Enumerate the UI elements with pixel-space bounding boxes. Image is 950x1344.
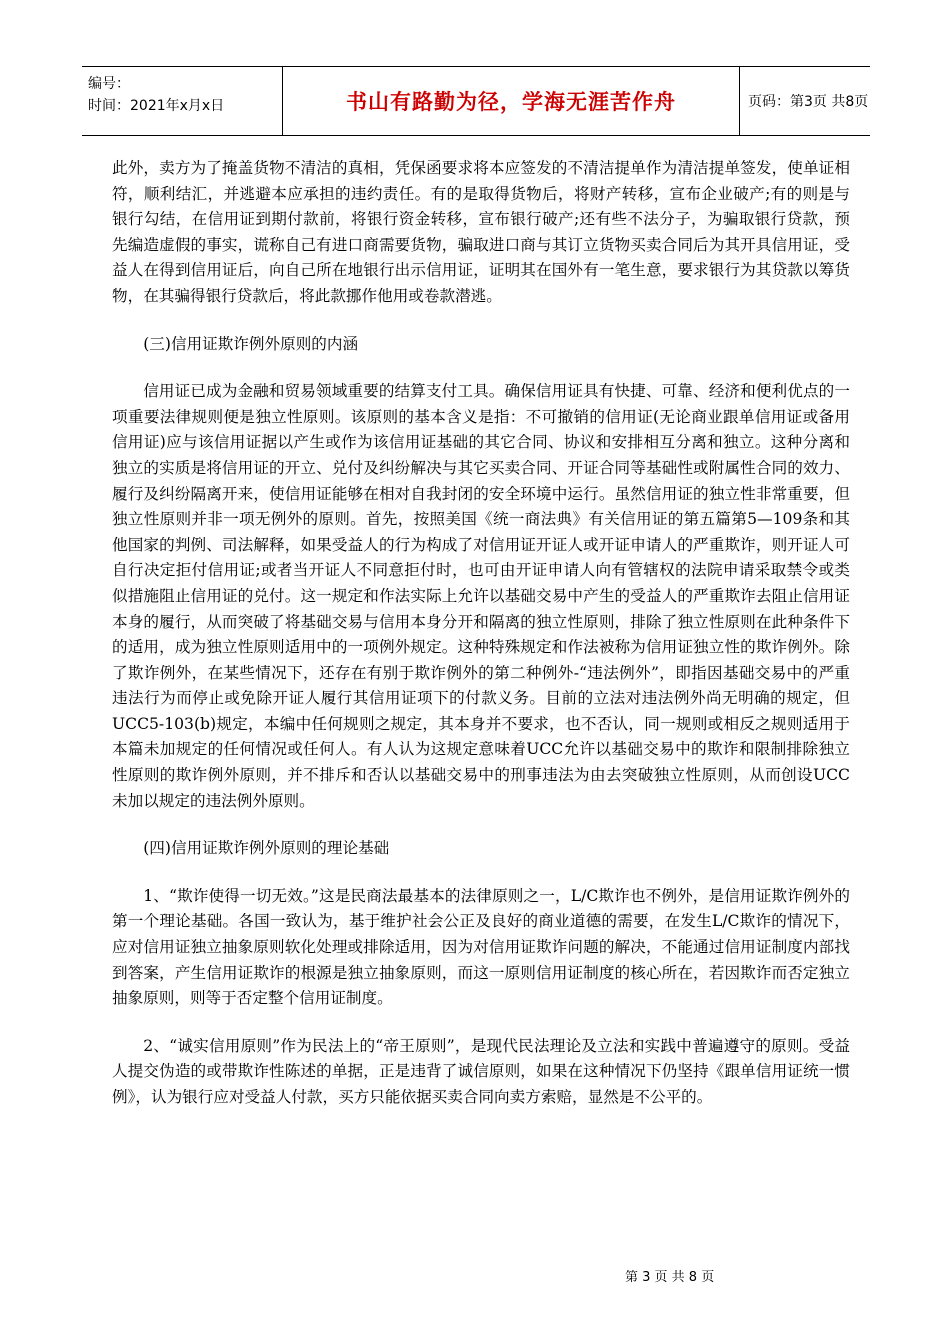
section-heading: (三)信用证欺诈例外原则的内涵 bbox=[143, 334, 359, 353]
header-number-label: 编号： bbox=[88, 76, 130, 92]
paragraph: 信用证已成为金融和贸易领域重要的结算支付工具。确保信用证具有快捷、可靠、经济和便利优点的一项重要法律规则便是独立性原则。该原则的基本含义是指：不可撤销的信用证(无论商业跟单信用证或备用信用证)应与该信用证据以产生或作为该信用证基础的其它合同、协议和安排相互分离和独立。这种分离和独立的实质是将信用证的开立、兑付及纠纷解决与其它买卖合同、开证合同等基础性或附属性合同的效力、履行及纠纷隔离开来，使信用证能够在相对自我封闭的安全环境中运行。虽然信用证的独立性非常重要，但独立性原则并非一项无例外的原则。首先，按照美国《统一商法典》有关信用证的第五篇第5—109条和其他国家的判例、司法解释，如果受益人的行为构成了对信用证开证人或开证申请人的严重欺诈，则开证人可自行决定拒付信用证;或者当开证人不同意拒付时，也可由开证申请人向有管辖权的法院申请采取禁令或类似措施阻止信用证的兑付。这一规定和作法实际上允许以基础交易中产生的受益人的严重欺诈去阻止信用证本身的履行，从而突破了将基础交易与信用本身分开和隔离的独立性原则，排除了独立性原则在此种条件下的适用，成为独立性原则适用中的一项例外规定。这种特殊规定和作法被称为信用证独立性的欺诈例外。除了欺诈例外，在某些情况下，还存在有别于欺诈例外的第二种例外-“违法例外”，即指因基础交易中的严重违法行为而停止或免除开证人履行其信用证项下的付款义务。目前的立法对违法例外尚无明确的规定，但UCC5-103(b)规定，本编中任何规则之规定，其本身并不要求，也不否认，同一规则或相反之规则适用于本篇未加规定的任何情况或任何人。有人认为这规定意味着UCC允许以基础交易中的欺诈和限制排除独立性原则的欺诈例外原则，并不排斥和否认以基础交易中的刑事违法为由去突破独立性原则，从而创设UCC未加以规定的违法例外原则。 bbox=[112, 382, 850, 810]
header-page-info: 页码：第3页 共8页 bbox=[748, 94, 869, 110]
paragraph: 1、“欺诈使得一切无效。”这是民商法最基本的法律原则之一，L/C欺诈也不例外，是信用证欺诈例外的第一个理论基础。各国一致认为，基于维护社会公正及良好的商业道德的需要，在发生L/C欺诈的情况下，应对信用证独立抽象原则软化处理或排除适用，因为对信用证欺诈问题的解决，不能通过信用证制度内部找到答案，产生信用证欺诈的根源是独立抽象原则，而这一原则信用证制度的核心所在，若因欺诈而否定独立抽象原则，则等于否定整个信用证制度。 bbox=[112, 886, 850, 1008]
paragraph: 此外，卖方为了掩盖货物不清洁的真相，凭保函要求将本应签发的不清洁提单作为清洁提单签发，使单证相符，顺利结汇，并逃避本应承担的违约责任。有的是取得货物后，将财产转移，宣布企业破产;有的则是与银行勾结，在信用证到期付款前，将银行资金转移，宣布银行破产;还有些不法分子，为骗取银行贷款，预先编造虚假的事实，谎称自己有进口商需要货物，骗取进口商与其订立货物买卖合同后为其开具信用证，受益人在得到信用证后，向自己所在地银行出示信用证，证明其在国外有一笔生意，要求银行为其贷款以筹货物，在其骗得银行贷款后，将此款挪作他用或卷款潜逃。 bbox=[112, 159, 850, 305]
header-divider bbox=[739, 67, 740, 135]
page-footer: 第 3 页 共 8 页 bbox=[625, 1270, 715, 1285]
header-meta bbox=[88, 73, 278, 117]
document-body bbox=[112, 156, 850, 1133]
page-header bbox=[82, 66, 870, 136]
section-heading: (四)信用证欺诈例外原则的理论基础 bbox=[143, 839, 390, 858]
header-motto: 书山有路勤为径，学海无涯苦作舟 bbox=[346, 90, 676, 114]
paragraph: 2、“诚实信用原则”作为民法上的“帝王原则”，是现代民法理论及立法和实践中普遍遵守的原则。受益人提交伪造的或带欺诈性陈述的单据，正是违背了诚信原则，如果在这种情况下仍坚持《跟单信用证统一惯例》，认为银行应对受益人付款，买方只能依据买卖合同向卖方索赔，显然是不公平的。 bbox=[112, 1036, 850, 1106]
header-time-label: 时间：2021年x月x日 bbox=[88, 98, 225, 114]
